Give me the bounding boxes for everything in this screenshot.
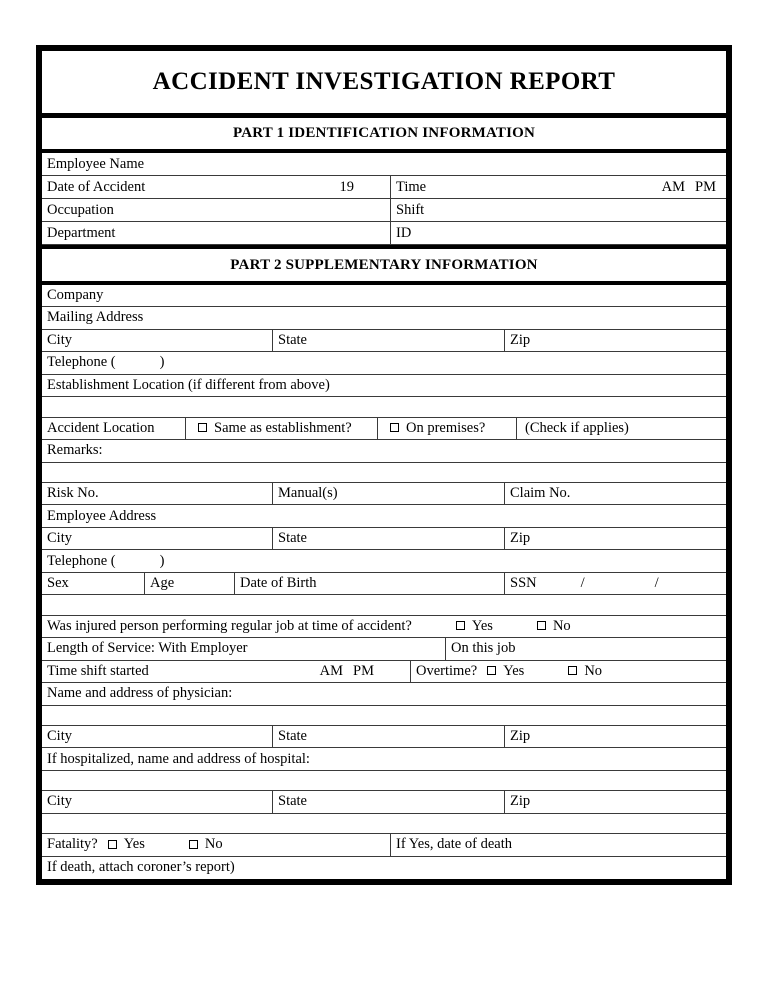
checkbox-icon[interactable] (568, 666, 577, 675)
row-employee-city-state-zip (42, 528, 726, 551)
label-employee-telephone-close: ) (159, 552, 165, 569)
row-physician-blank (42, 706, 726, 726)
checkbox-icon[interactable] (537, 621, 546, 630)
field-on-this-job[interactable] (446, 638, 726, 660)
field-remarks-continued[interactable] (42, 463, 726, 482)
label-claim-no: Claim No. (510, 485, 571, 502)
field-check-if-applies (517, 418, 726, 440)
field-claim-no[interactable] (505, 483, 726, 505)
row-company-city-state-zip (42, 330, 726, 353)
field-id[interactable] (391, 222, 726, 244)
label-mailing-address: Mailing Address (47, 309, 144, 326)
row-remarks-blank (42, 463, 726, 483)
field-physician-state[interactable] (273, 726, 505, 748)
field-hospital-city[interactable] (42, 791, 273, 813)
row-occupation-shift (42, 199, 726, 222)
row-employee-name (42, 153, 726, 176)
row-length-of-service (42, 638, 726, 661)
row-physician-city-state-zip (42, 726, 726, 749)
field-company-city[interactable] (42, 330, 273, 352)
label-fatality-yes: Yes (123, 836, 145, 853)
checkbox-on-premises[interactable] (378, 418, 517, 440)
field-length-of-service[interactable] (42, 638, 446, 660)
row-establishment-location-blank (42, 397, 726, 417)
row-company (42, 285, 726, 308)
row-date-time (42, 176, 726, 199)
label-time: Time (396, 178, 427, 195)
field-risk-no[interactable] (42, 483, 273, 505)
label-length-of-service: Length of Service: With Employer (47, 640, 248, 657)
field-physician[interactable] (42, 683, 726, 705)
row-hospital-address-blank (42, 814, 726, 834)
field-employee-city[interactable] (42, 528, 273, 550)
field-time[interactable] (391, 176, 726, 198)
label-employee-name: Employee Name (47, 155, 145, 172)
field-date-of-death[interactable] (391, 834, 726, 856)
field-hospital[interactable] (42, 748, 726, 770)
report-form-page (36, 45, 732, 885)
field-employee-state[interactable] (273, 528, 505, 550)
row-regular-job-question (42, 616, 726, 639)
label-overtime-no: No (584, 662, 603, 679)
checkbox-icon[interactable] (108, 840, 117, 849)
field-hospital-zip[interactable] (505, 791, 726, 813)
label-employee-state: State (278, 530, 307, 547)
field-overtime (411, 661, 726, 683)
label-shift: Shift (396, 201, 425, 218)
label-hospital-city: City (47, 793, 72, 810)
label-company-telephone: Telephone ( (47, 354, 116, 371)
label-employee-zip: Zip (510, 530, 531, 547)
field-fatality (42, 834, 391, 856)
row-employee-telephone (42, 550, 726, 573)
row-company-telephone (42, 352, 726, 375)
field-identity-blank[interactable] (42, 595, 726, 614)
label-date-of-accident: Date of Accident (47, 178, 146, 195)
label-year-prefix: 19 (339, 178, 354, 195)
field-employee-name[interactable] (42, 153, 726, 175)
checkbox-icon[interactable] (390, 423, 399, 432)
field-hospital-state[interactable] (273, 791, 505, 813)
row-physician (42, 683, 726, 706)
row-hospital-blank (42, 771, 726, 791)
checkbox-icon[interactable] (189, 840, 198, 849)
label-regular-job-yes: Yes (471, 617, 493, 634)
label-overtime: Overtime? (416, 662, 478, 679)
label-check-if-applies: (Check if applies) (525, 419, 629, 436)
row-employee-address (42, 505, 726, 528)
page-title: ACCIDENT INVESTIGATION REPORT (152, 67, 616, 95)
label-fatality-no: No (204, 836, 223, 853)
part2-header-band (42, 245, 726, 284)
checkbox-icon[interactable] (198, 423, 207, 432)
field-date-of-birth[interactable] (235, 573, 505, 595)
label-shift-am[interactable]: AM (319, 662, 344, 679)
field-employee-address[interactable] (42, 505, 726, 527)
row-time-shift-overtime (42, 661, 726, 684)
row-establishment-location (42, 375, 726, 398)
row-coroner (42, 857, 726, 880)
part1-header-text: PART 1 IDENTIFICATION INFORMATION (232, 125, 536, 142)
row-hospital-city-state-zip (42, 791, 726, 814)
label-pm[interactable]: PM (695, 178, 716, 195)
field-date-of-accident[interactable] (42, 176, 391, 198)
label-company-telephone-close: ) (159, 354, 165, 371)
field-physician-continued[interactable] (42, 706, 726, 725)
label-company-state: State (278, 331, 307, 348)
field-company-telephone[interactable] (42, 352, 726, 374)
field-mailing-address[interactable] (42, 307, 726, 329)
label-on-premises: On premises? (406, 419, 486, 436)
label-company: Company (47, 286, 104, 303)
label-same-as-establishment: Same as establishment? (214, 419, 352, 436)
label-ssn: SSN (510, 575, 537, 592)
label-hospital: If hospitalized, name and address of hospital: (47, 750, 310, 767)
label-am[interactable]: AM (661, 178, 686, 195)
field-employee-zip[interactable] (505, 528, 726, 550)
field-shift[interactable] (391, 199, 726, 221)
field-department[interactable] (42, 222, 391, 244)
field-occupation[interactable] (42, 199, 391, 221)
row-department-id (42, 222, 726, 245)
field-age[interactable] (145, 573, 235, 595)
label-company-city: City (47, 331, 72, 348)
label-establishment-location: Establishment Location (if different from above) (47, 376, 330, 393)
part1-header-band (42, 118, 726, 153)
label-sex: Sex (47, 575, 69, 592)
label-ssn-separator-2: / (654, 575, 659, 592)
field-manuals[interactable] (273, 483, 505, 505)
label-hospital-state: State (278, 793, 307, 810)
label-date-of-death: If Yes, date of death (396, 836, 512, 853)
label-overtime-yes: Yes (503, 662, 525, 679)
field-company-zip[interactable] (505, 330, 726, 352)
form-title-band (42, 51, 726, 118)
label-remarks: Remarks: (47, 442, 103, 459)
label-risk-no: Risk No. (47, 485, 99, 502)
field-physician-zip[interactable] (505, 726, 726, 748)
field-remarks[interactable] (42, 440, 726, 462)
row-fatality (42, 834, 726, 857)
label-id: ID (396, 224, 412, 241)
row-sex-age-blank (42, 595, 726, 615)
field-time-shift-started[interactable] (42, 661, 411, 683)
label-department: Department (47, 224, 116, 241)
label-employee-address: Employee Address (47, 507, 157, 524)
label-on-this-job: On this job (451, 640, 516, 657)
label-ssn-separator-1: / (580, 575, 585, 592)
row-mailing-address (42, 307, 726, 330)
label-company-zip: Zip (510, 331, 531, 348)
row-remarks (42, 440, 726, 463)
label-employee-telephone: Telephone ( (47, 552, 116, 569)
field-company-state[interactable] (273, 330, 505, 352)
label-fatality: Fatality? (47, 836, 98, 853)
field-hospital-continued[interactable] (42, 771, 726, 790)
label-physician-city: City (47, 728, 72, 745)
row-risk-manual-claim (42, 483, 726, 506)
label-physician-zip: Zip (510, 728, 531, 745)
field-establishment-location[interactable] (42, 375, 726, 397)
label-regular-job-no: No (552, 617, 571, 634)
field-establishment-location-continued[interactable] (42, 397, 726, 416)
row-accident-location (42, 418, 726, 441)
label-hospital-zip: Zip (510, 793, 531, 810)
label-time-shift-started: Time shift started (47, 662, 149, 679)
field-company[interactable] (42, 285, 726, 307)
row-hospital (42, 748, 726, 771)
label-physician-state: State (278, 728, 307, 745)
label-shift-pm[interactable]: PM (353, 662, 374, 679)
checkbox-same-as-establishment[interactable] (186, 418, 378, 440)
field-coroner (42, 857, 726, 880)
label-age: Age (150, 575, 175, 592)
label-date-of-birth: Date of Birth (240, 575, 317, 592)
label-manuals: Manual(s) (278, 485, 338, 502)
field-regular-job-question (42, 616, 726, 638)
label-employee-city: City (47, 530, 72, 547)
report-form-inner (41, 50, 727, 880)
field-accident-location[interactable] (42, 418, 186, 440)
checkbox-icon[interactable] (456, 621, 465, 630)
field-hospital-address-continued[interactable] (42, 814, 726, 833)
field-physician-city[interactable] (42, 726, 273, 748)
label-regular-job-question: Was injured person performing regular job at time of accident? (47, 617, 412, 634)
field-employee-telephone[interactable] (42, 550, 726, 572)
label-accident-location: Accident Location (47, 419, 155, 436)
field-ssn[interactable] (505, 573, 726, 595)
checkbox-icon[interactable] (487, 666, 496, 675)
part2-header-text: PART 2 SUPPLEMENTARY INFORMATION (230, 256, 538, 273)
field-sex[interactable] (42, 573, 145, 595)
label-coroner: If death, attach coroner’s report) (47, 859, 235, 876)
row-sex-age-dob-ssn (42, 573, 726, 596)
label-occupation: Occupation (47, 201, 114, 218)
label-physician: Name and address of physician: (47, 685, 233, 702)
